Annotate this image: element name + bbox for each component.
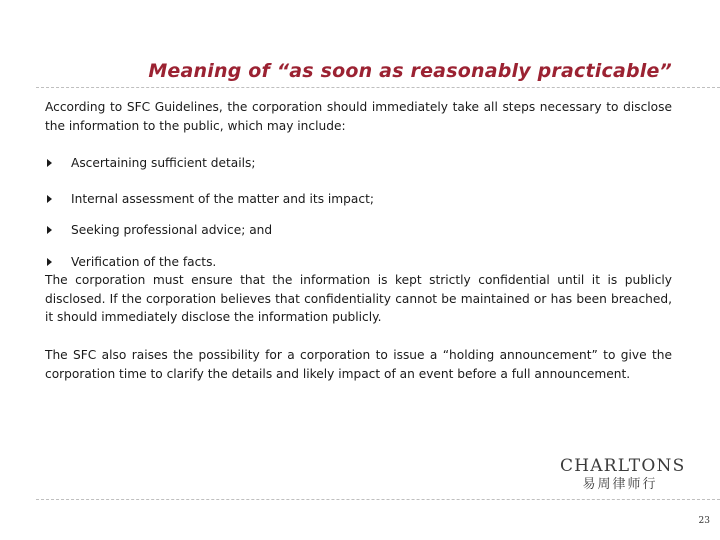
confidentiality-paragraph: The corporation must ensure that the information is kept strictly confidential until it is publicly disclosed. If the corporation believes that confidentiality cannot be maintained or has been breached, it should immediately disclose the information publicly. (45, 273, 672, 324)
bullet-text: Verification of the facts. (71, 255, 217, 269)
logo-chinese: 易周律师行 (582, 477, 658, 492)
title-divider (36, 87, 720, 88)
charltons-logo (560, 456, 686, 494)
bullet-item (45, 190, 672, 208)
holding-announcement-paragraph: The SFC also raises the possibility for a corporation to issue a “holding announcement” to give the corporation time to clarify the details and likely impact of an event before a full announcement. (45, 348, 672, 381)
logo-english: CHARLTONS (560, 456, 686, 476)
triangle-bullet-icon (47, 258, 52, 266)
slide-title: Meaning of “as soon as reasonably practicable” (148, 60, 672, 82)
triangle-bullet-icon (47, 159, 52, 167)
triangle-bullet-icon (47, 226, 52, 234)
bullet-item (45, 253, 672, 271)
triangle-bullet-icon (47, 195, 52, 203)
bullet-text: Ascertaining sufficient details; (71, 156, 256, 170)
intro-paragraph: According to SFC Guidelines, the corporation should immediately take all steps necessary to disclose the information to the public, which may include: (45, 100, 672, 133)
bullet-item (45, 221, 672, 239)
bullet-item (45, 154, 672, 172)
page-number: 23 (698, 516, 710, 526)
bullet-text: Internal assessment of the matter and its impact; (71, 192, 374, 206)
footer-divider (36, 499, 720, 500)
bullet-text: Seeking professional advice; and (71, 223, 273, 237)
